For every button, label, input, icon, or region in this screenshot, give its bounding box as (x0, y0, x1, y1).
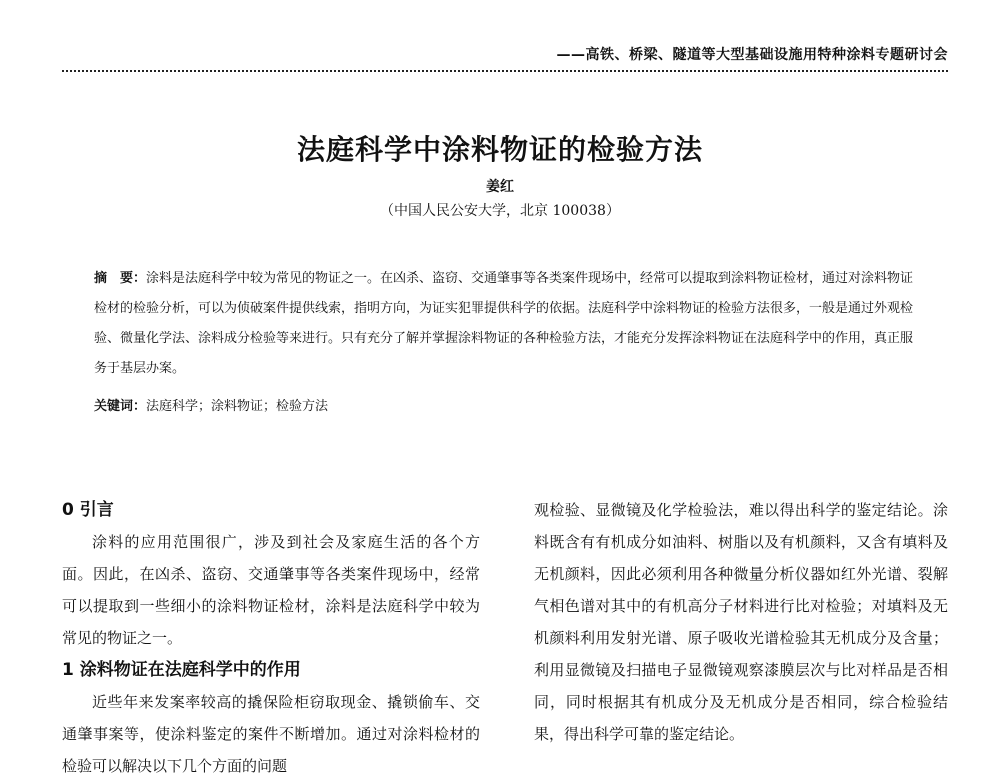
paper-title: 法庭科学中涂料物证的检验方法 (296, 133, 703, 166)
keywords-text: 法庭科学；涂料物证；检验方法 (146, 399, 329, 414)
header-divider (62, 70, 948, 72)
abstract-block (94, 264, 920, 384)
author-affiliation: （中国人民公安大学，北京 100038） (380, 203, 620, 219)
right-column (534, 494, 948, 750)
running-header: ——高铁、桥梁、隧道等大型基础设施用特种涂料专题研讨会 (556, 47, 948, 63)
keywords-block (94, 392, 920, 422)
abstract-label: 摘 要： (94, 271, 147, 286)
section-1-paragraph: 近些年来发案率较高的撬保险柜窃取现金、撬锁偷车、交通肇事案等，使涂料鉴定的案件不断增加。通过对涂料检材的检验可以解决以下几个方面的问题 (62, 693, 480, 775)
right-column-paragraph: 观检验、显微镜及化学检验法，难以得出科学的鉴定结论。涂料既含有有机成分如油料、树脂以及有机颜料，又含有填料及无机颜料，因此必须利用各种微量分析仪器如红外光谱、裂解气相色谱对其中的有机高分子材料进行比对检验；对填料及无机颜料利用发射光谱、原子吸收光谱检验其无机成分及含量；利用显微镜及扫描电子显微镜观察漆膜层次与比对样品是否相同，同时根据其有机成分及无机成分是否相同，综合检验结果，得出科学可靠的鉴定结论。 (534, 501, 948, 743)
section-0-heading: 0 引言 (62, 500, 114, 520)
author-name: 姜红 (486, 179, 514, 195)
section-1-heading: 1 涂料物证在法庭科学中的作用 (62, 660, 301, 680)
left-column (62, 494, 480, 782)
abstract-text: 涂料是法庭科学中较为常见的物证之一。在凶杀、盗窃、交通肇事等各类案件现场中，经常可以提取到涂料物证检材，通过对涂料物证检材的检验分析，可以为侦破案件提供线索，指明方向，为证实犯罪提供科学的依据。法庭科学中涂料物证的检验方法很多，一般是通过外观检验、微量化学法、涂料成分检验等来进行。只有充分了解并掌握涂料物证的各种检验方法，才能充分发挥涂料物证在法庭科学中的作用，真正服务于基层办案。 (94, 271, 914, 376)
section-0-paragraph: 涂料的应用范围很广，涉及到社会及家庭生活的各个方面。因此，在凶杀、盗窃、交通肇事等各类案件现场中，经常可以提取到一些细小的涂料物证检材，涂料是法庭科学中较为常见的物证之一。 (62, 533, 480, 647)
keywords-label: 关键词： (94, 399, 147, 414)
